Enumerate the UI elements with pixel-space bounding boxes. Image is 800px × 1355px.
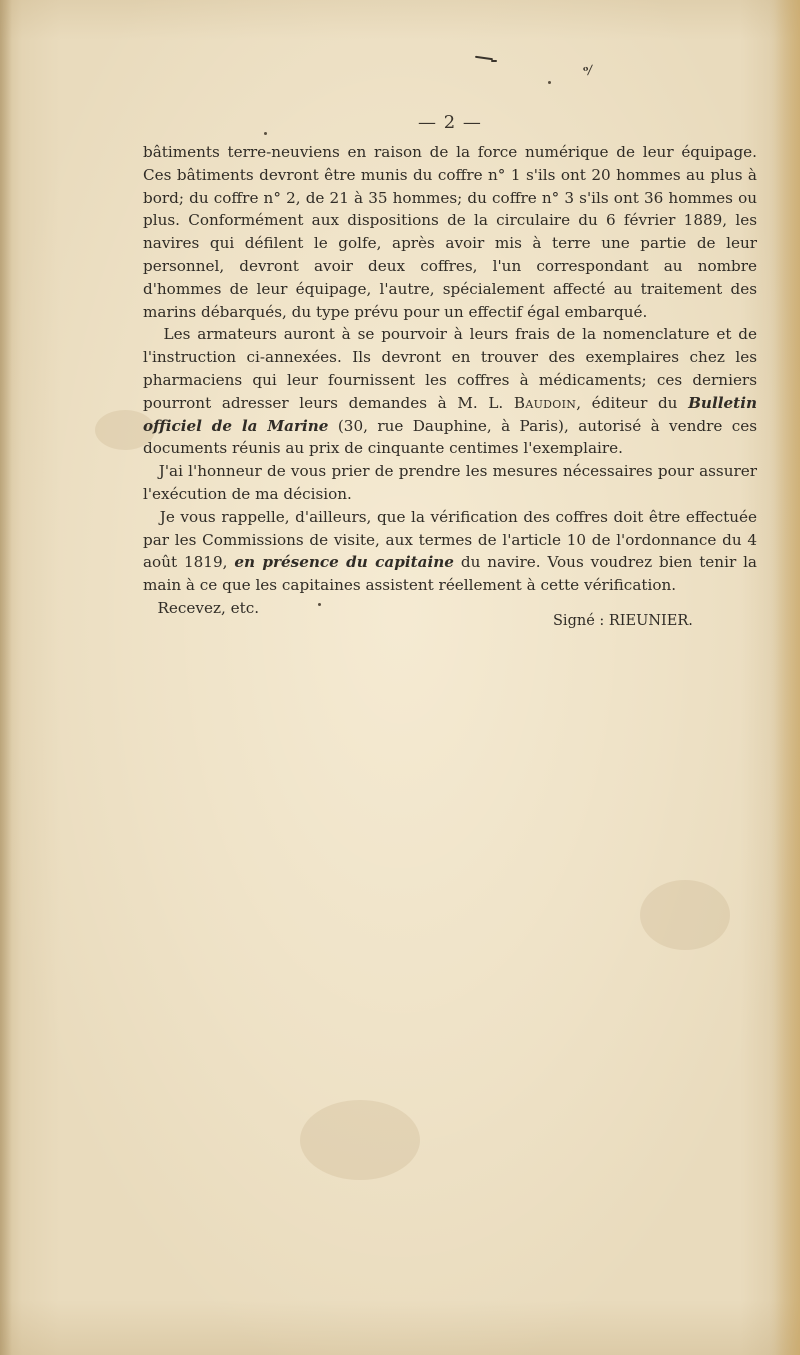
paragraph-4 xyxy=(143,506,757,597)
paragraph-4-text-start: Je vous rappelle, d'ailleurs, que la vérification des coffres doit être effectuée par les Commissions de visite, aux termes de l'article 10 de l'ordonnance du 4 août 1819, xyxy=(143,507,757,572)
paragraph-1-text: bâtiments terre-neuviens en raison de la force numérique de leur équipage. Ces bâtiments devront être munis du coffre n° 1 s'ils ont 20 hommes au plus à bord; du coffre n° 2, de 21 à 35 hommes; du coffre n° 3 s'ils ont 36 hommes ou plus. Conformément aux dispositions de la circulaire du 6 février 1889, les navires qui défilent le golfe, après avoir mis à terre une partie de leur personnel, devront avoir deux coffres, l'un correspondant au nombre d'hommes de leur équipage, l'autre, spécialement affecté au traitement des marins débarqués, du type prévu pour un effectif égal embarqué. xyxy=(143,143,757,321)
document-body xyxy=(143,141,757,620)
paragraph-2 xyxy=(143,323,757,460)
signature: Signé : RIEUNIER. xyxy=(553,613,693,629)
paragraph-4-text-end: du navire. Vous voudrez bien tenir la main à ce que les capitaines assistent réellement à cette vérification. xyxy=(143,553,757,595)
paragraph-2-text-middle: , éditeur du xyxy=(576,393,689,412)
paper-speck xyxy=(318,603,321,606)
paragraph-2-text-start: Les armateurs auront à se pourvoir à leurs frais de la nomenclature et de l'instruction ci-annexées. Ils devront en trouver des exemplaires chez les pharmaciens qui leur fournissent les coffres à médicaments; ces derniers pourront adresser leurs demandes à M. L. xyxy=(143,325,757,412)
paper-speck xyxy=(548,81,551,84)
publisher-name: Baudoin xyxy=(513,393,577,412)
paper-stain xyxy=(300,1100,420,1180)
paragraph-1 xyxy=(143,141,757,323)
paragraph-3-text: J'ai l'honneur de vous prier de prendre les mesures nécessaires pour assurer l'exécution de ma décision. xyxy=(143,462,758,503)
closing-formula: Recevez, etc. xyxy=(157,598,260,617)
emphasized-phrase: en présence du capitaine xyxy=(234,553,454,572)
paragraph-2-text-end: (30, rue Dauphine, à Paris), autorisé à vendre ces documents réunis au prix de cinquante centimes l'exemplaire. xyxy=(143,416,758,458)
paper-stain xyxy=(640,880,730,950)
publication-title: Bulletin officiel de la Marine xyxy=(143,393,758,435)
ink-smudge xyxy=(475,55,501,65)
page-edge-discoloration xyxy=(770,0,800,1355)
paragraph-3 xyxy=(143,460,757,506)
page-number: — 2 — xyxy=(418,112,482,133)
paper-speck xyxy=(264,132,267,135)
corner-mark: ᵒ⁄ xyxy=(582,63,593,80)
page-spine-shadow xyxy=(0,0,12,1355)
